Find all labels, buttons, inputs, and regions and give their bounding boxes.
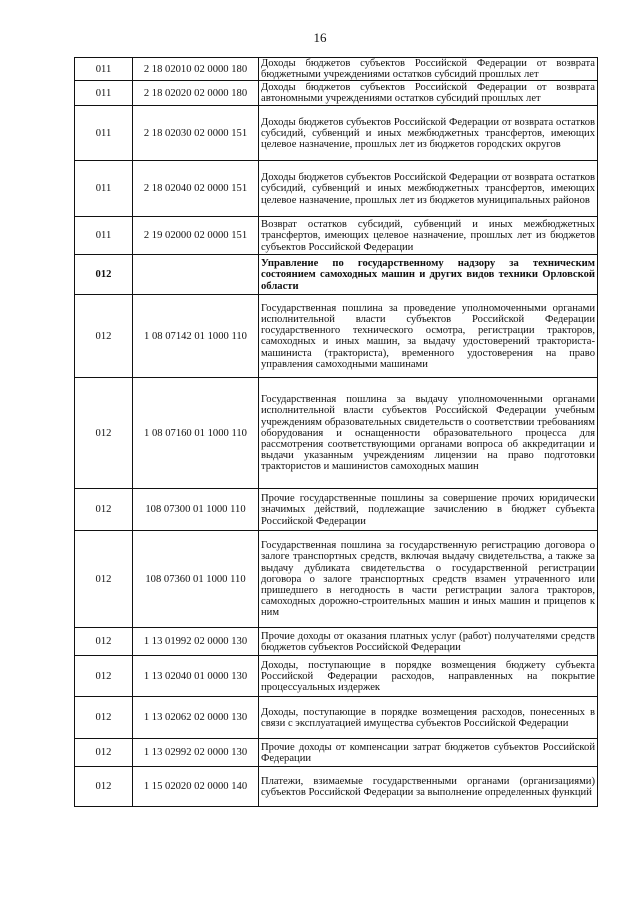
table-row (75, 697, 598, 739)
description-cell: Доходы бюджетов субъектов Российской Федерации от возврата бюджетными учреждениями остатков субсидий прошлых лет (259, 58, 598, 81)
description-cell: Прочие государственные пошлины за совершение прочих юридически значимых действий, подлежащие зачислению в бюджет субъекта Российской Федерации (259, 489, 598, 531)
admin-code-cell: 012 (75, 531, 133, 628)
budget-code-cell: 1 13 02040 01 0000 130 (133, 656, 259, 697)
table-row (75, 81, 598, 106)
description-cell: Прочие доходы от оказания платных услуг (работ) получателями средств бюджетов субъектов Российской Федерации (259, 628, 598, 656)
table-body (75, 58, 598, 807)
description-cell: Государственная пошлина за проведение уполномоченными органами исполнительной власти субъектов Российской Федерации государственного технического осмотра, регистрации тракторов, самоходных и иных машин, за выдачу удостоверений тракториста-машиниста (тракториста), временного удостоверения на право управления самоходными машинами (259, 295, 598, 378)
description-cell: Доходы, поступающие в порядке возмещения бюджету субъекта Российской Федерации расходов, направленных на покрытие процессуальных издержек (259, 656, 598, 697)
budget-code-cell: 2 19 02000 02 0000 151 (133, 217, 259, 255)
budget-code-cell: 1 13 01992 02 0000 130 (133, 628, 259, 656)
table-row (75, 739, 598, 767)
table-row (75, 217, 598, 255)
budget-code-cell: 108 07360 01 1000 110 (133, 531, 259, 628)
budget-code-cell: 2 18 02040 02 0000 151 (133, 161, 259, 217)
admin-code-cell: 012 (75, 628, 133, 656)
admin-code-cell: 012 (75, 295, 133, 378)
table-row (75, 58, 598, 81)
admin-code-cell: 011 (75, 58, 133, 81)
budget-code-cell: 2 18 02020 02 0000 180 (133, 81, 259, 106)
budget-code-cell: 1 08 07160 01 1000 110 (133, 378, 259, 489)
budget-code-cell: 2 18 02030 02 0000 151 (133, 106, 259, 161)
table-row (75, 628, 598, 656)
administrator-name-cell: Управление по государственному надзору за техническим состоянием самоходных машин и других видов техники Орловской области (259, 255, 598, 295)
page-number: 16 (313, 30, 327, 45)
description-cell: Доходы, поступающие в порядке возмещения расходов, понесенных в связи с эксплуатацией имущества субъектов Российской Федерации (259, 697, 598, 739)
admin-code-cell: 012 (75, 489, 133, 531)
table-row (75, 295, 598, 378)
section-header-row (75, 255, 598, 295)
budget-code-cell: 1 13 02992 02 0000 130 (133, 739, 259, 767)
table-row (75, 161, 598, 217)
description-cell: Государственная пошлина за выдачу уполномоченными органами исполнительной власти субъектов Российской Федерации учебным учреждениям образовательных свидетельств о соответствии требованиям оборудования и оснащенности образовательного процесса для рассмотрения соответствующими органами вопроса об аккредитации и выдачи указанным учреждениям лицензии на право подготовки трактористов и машинистов самоходных машин (259, 378, 598, 489)
table-row (75, 378, 598, 489)
description-cell: Платежи, взимаемые государственными органами (организациями) субъектов Российской Федерации за выполнение определенных функций (259, 767, 598, 807)
admin-code-cell: 012 (75, 767, 133, 807)
table-row (75, 767, 598, 807)
budget-code-cell (133, 255, 259, 295)
admin-code-cell: 012 (75, 255, 133, 295)
revenue-codes-table (74, 57, 598, 807)
table-row (75, 656, 598, 697)
admin-code-cell: 011 (75, 161, 133, 217)
admin-code-cell: 011 (75, 217, 133, 255)
table-row (75, 531, 598, 628)
description-cell: Государственная пошлина за государственную регистрацию договора о залоге транспортных средств, включая выдачу свидетельства, а также за выдачу дубликата свидетельства о государственной регистрации договора о залоге транспортных средств взамен утраченного или пришедшего в негодность в части регистрации залога тракторов, самоходных дорожно-строительных машин и иных машин и прицепов к ним (259, 531, 598, 628)
budget-code-cell: 1 13 02062 02 0000 130 (133, 697, 259, 739)
description-cell: Прочие доходы от компенсации затрат бюджетов субъектов Российской Федерации (259, 739, 598, 767)
description-cell: Доходы бюджетов субъектов Российской Федерации от возврата автономными учреждениями остатков субсидий прошлых лет (259, 81, 598, 106)
budget-code-cell: 108 07300 01 1000 110 (133, 489, 259, 531)
admin-code-cell: 011 (75, 106, 133, 161)
table-row (75, 106, 598, 161)
admin-code-cell: 012 (75, 739, 133, 767)
admin-code-cell: 012 (75, 378, 133, 489)
description-cell: Доходы бюджетов субъектов Российской Федерации от возврата остатков субсидий, субвенций и иных межбюджетных трансфертов, имеющих целевое назначение, прошлых лет из бюджетов муниципальных районов (259, 161, 598, 217)
admin-code-cell: 012 (75, 697, 133, 739)
admin-code-cell: 011 (75, 81, 133, 106)
admin-code-cell: 012 (75, 656, 133, 697)
description-cell: Доходы бюджетов субъектов Российской Федерации от возврата остатков субсидий, субвенций и иных межбюджетных трансфертов, имеющих целевое назначение, прошлых лет из бюджетов городских округов (259, 106, 598, 161)
table-row (75, 489, 598, 531)
budget-code-cell: 2 18 02010 02 0000 180 (133, 58, 259, 81)
budget-code-cell: 1 15 02020 02 0000 140 (133, 767, 259, 807)
description-cell: Возврат остатков субсидий, субвенций и иных межбюджетных трансфертов, имеющих целевое назначение, прошлых лет из бюджетов субъектов Российской Федерации (259, 217, 598, 255)
budget-code-cell: 1 08 07142 01 1000 110 (133, 295, 259, 378)
